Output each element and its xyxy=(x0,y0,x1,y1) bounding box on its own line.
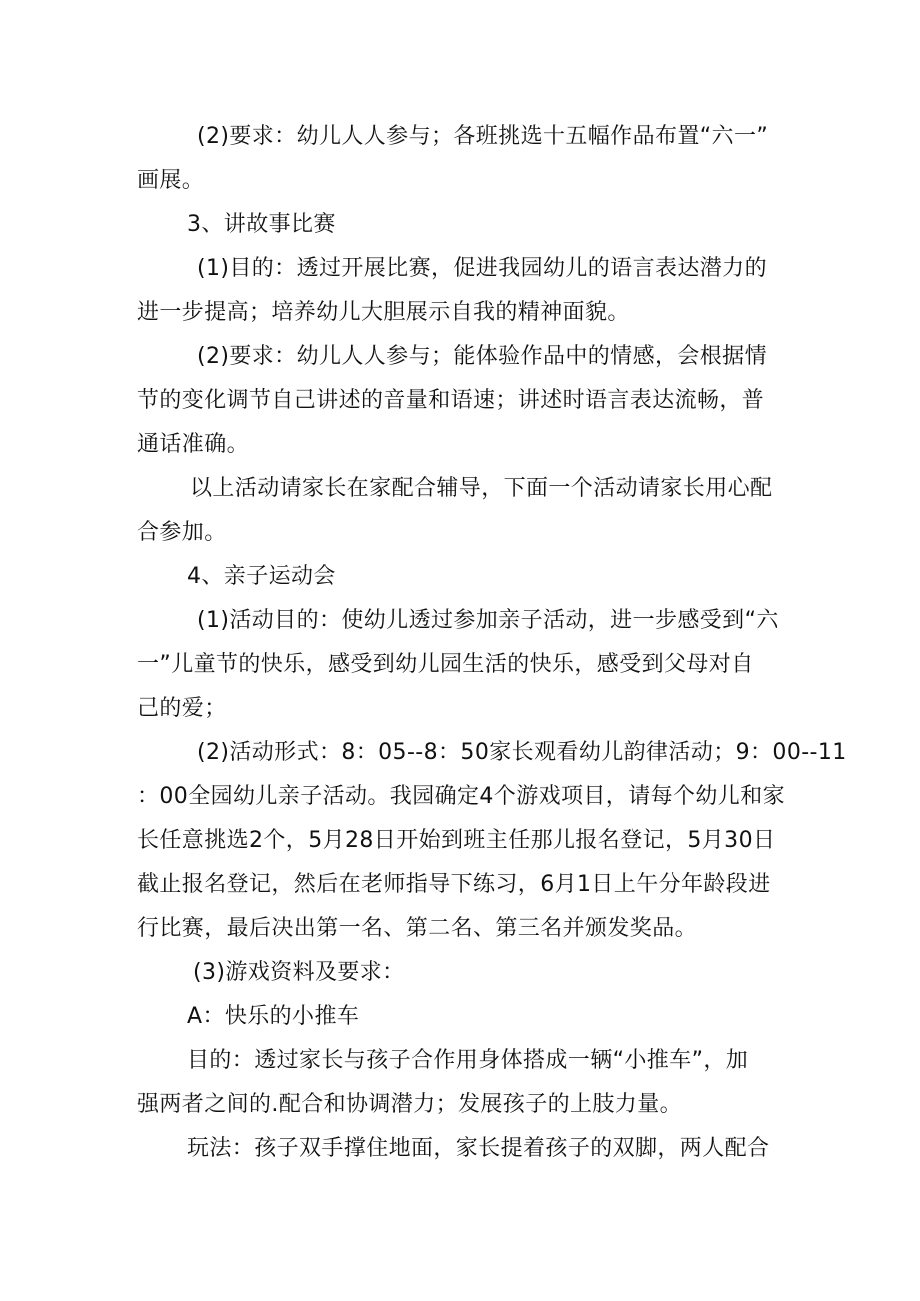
paragraph-line: 目的：透过家长与孩子合作用身体搭成一辆“小推车”，加 xyxy=(187,1048,749,1073)
paragraph-line: ：00全园幼儿亲子活动。我园确定4个游戏项目，请每个幼儿和家 xyxy=(137,784,785,809)
paragraph-line: 一”儿童节的快乐，感受到幼儿园生活的快乐，感受到父母对自 xyxy=(137,652,754,677)
paragraph-line: 以上活动请家长在家配合辅导，下面一个活动请家长用心配 xyxy=(190,476,773,501)
paragraph-line: 合参加。 xyxy=(137,520,227,545)
paragraph-line: (1)活动目的：使幼儿透过参加亲子活动，进一步感受到“六 xyxy=(197,608,779,633)
subsection-heading: A：快乐的小推车 xyxy=(187,1004,360,1029)
paragraph-line: 己的爱； xyxy=(137,696,227,721)
paragraph-line: 截止报名登记，然后在老师指导下练习，6月1日上午分年龄段进 xyxy=(137,872,771,897)
paragraph-line: 长任意挑选2个，5月28日开始到班主任那儿报名登记，5月30日 xyxy=(137,828,776,853)
paragraph-line: 强两者之间的.配合和协调潜力；发展孩子的上肢力量。 xyxy=(137,1092,682,1117)
paragraph-line: 进一步提高；培养幼儿大胆展示自我的精神面貌。 xyxy=(137,300,630,325)
paragraph-line: (2)要求：幼儿人人参与；各班挑选十五幅作品布置“六一” xyxy=(197,124,769,149)
paragraph-line: (3)游戏资料及要求： xyxy=(193,960,405,985)
paragraph-line: 节的变化调节自己讲述的音量和语速；讲述时语言表达流畅，普 xyxy=(137,388,765,413)
paragraph-line: 画展。 xyxy=(137,168,205,193)
section-heading: 4、亲子运动会 xyxy=(187,564,336,589)
paragraph-line: 玩法：孩子双手撑住地面，家长提着孩子的双脚，两人配合 xyxy=(187,1136,770,1161)
paragraph-line: 通话准确。 xyxy=(137,432,250,457)
paragraph-line: (2)要求：幼儿人人参与；能体验作品中的情感，会根据情 xyxy=(197,344,767,369)
paragraph-line: 行比赛，最后决出第一名、第二名、第三名并颁发奖品。 xyxy=(137,916,698,941)
paragraph-line: (2)活动形式：8：05--8：50家长观看幼儿韵律活动；9：00--11 xyxy=(197,740,847,765)
paragraph-line: (1)目的：透过开展比赛，促进我园幼儿的语言表达潜力的 xyxy=(197,256,767,281)
section-heading: 3、讲故事比赛 xyxy=(187,212,336,237)
